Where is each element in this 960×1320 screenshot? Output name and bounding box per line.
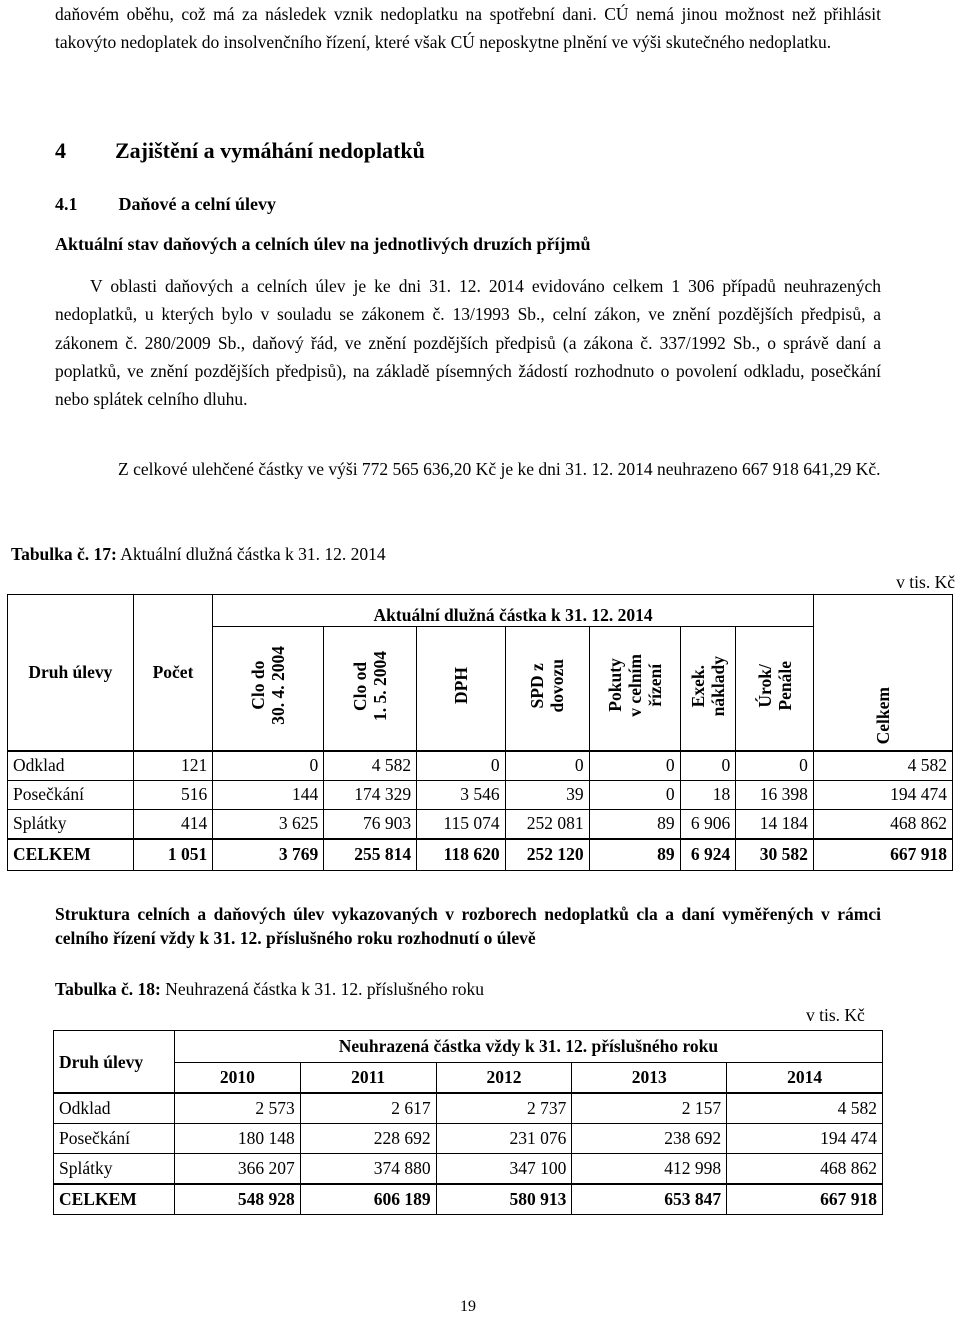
table18-unit: v tis. Kč: [806, 1005, 865, 1025]
table18-cell: 667 918: [727, 1184, 883, 1215]
table17-cell: 174 329: [324, 780, 417, 809]
table17-cell: 121: [133, 751, 213, 781]
table18-cell: 238 692: [572, 1124, 727, 1154]
table18-cell: 347 100: [436, 1154, 572, 1185]
intro-paragraph: daňovém oběhu, což má za následek vznik nedoplatku na spotřební dani. CÚ nemá jinou možnost než přihlásit takovýto nedoplatek do insolvenčního řízení, které však CÚ neposkytne plnění ve výši skutečného nedoplatku.: [55, 4, 881, 53]
table17-header-count: Počet: [133, 595, 213, 751]
table17-cell: 39: [505, 780, 589, 809]
table18-caption: [55, 979, 484, 1000]
table17-cell: 252 081: [505, 809, 589, 839]
table17-cell: 144: [213, 780, 324, 809]
structure-heading: Struktura celních a daňových úlev vykazovaných v rozborech nedoplatků cla a daní vyměřených v rámci celního řízení vždy k 31. 12. příslušného roku rozhodnutí o úlevě: [55, 904, 881, 948]
table18-cell: Odklad: [54, 1093, 175, 1124]
table17-cell: 0: [680, 751, 736, 781]
table18-cell: 231 076: [436, 1124, 572, 1154]
table18-cell: 194 474: [727, 1124, 883, 1154]
paragraph-1: V oblasti daňových a celních úlev je ke dni 31. 12. 2014 evidováno celkem 1 306 případů neuhrazených nedoplatků, u kterých bylo v souladu se zákonem č. 13/1993 Sb., celní zákon, ve znění pozdějších předpisů, a zákonem č. 280/2009 Sb., daňový řád, ve znění pozdějších předpisů (a zákona č. 337/1992 Sb., o správě daní a poplatků, ve znění pozdějších předpisů), na základě písemných žádostí rozhodnuto o povolení odkladu, posečkání nebo splátek celního dluhu.: [55, 276, 881, 410]
table17-cell: 6 924: [680, 839, 736, 871]
table18-cell: 2 617: [300, 1093, 436, 1124]
table18-header-row-2: [54, 1063, 883, 1094]
table17-cell: 0: [505, 751, 589, 781]
table18-cell: 468 862: [727, 1154, 883, 1185]
table18-cell: 2 157: [572, 1093, 727, 1124]
table17-header-urok: Úrok/ Penále: [754, 660, 795, 711]
table17-cell: 89: [589, 809, 680, 839]
table18-row-odklad: [54, 1093, 883, 1124]
table17-cell: 118 620: [417, 839, 505, 871]
table17-cell: Posečkání: [8, 780, 134, 809]
table18-row-poseckani: [54, 1124, 883, 1154]
section-heading: [55, 138, 425, 164]
page-number: 19: [460, 1298, 476, 1315]
table18-cell: 4 582: [727, 1093, 883, 1124]
table17-cell: 0: [417, 751, 505, 781]
table17-cell: 30 582: [736, 839, 814, 871]
table17-row-poseckani: [8, 780, 953, 809]
table18-year: 2012: [436, 1063, 572, 1094]
table18-year: 2010: [174, 1063, 300, 1094]
table18-cell: 2 573: [174, 1093, 300, 1124]
table17-header-spd-cell: [505, 627, 589, 751]
table18: [53, 1030, 883, 1215]
table17-cell: 76 903: [324, 809, 417, 839]
subsection-heading: [55, 194, 276, 215]
table17-cell: CELKEM: [8, 839, 134, 871]
table17-cell: 0: [589, 780, 680, 809]
table18-row-splatky: [54, 1154, 883, 1185]
table18-cell: 653 847: [572, 1184, 727, 1215]
table17-cell: 468 862: [813, 809, 952, 839]
table17-cell: 0: [213, 751, 324, 781]
table18-cell: 228 692: [300, 1124, 436, 1154]
table18-cell: 412 998: [572, 1154, 727, 1185]
table17-header-row-1: [8, 595, 953, 627]
table17-header-clo-do: Clo do 30. 4. 2004: [248, 646, 289, 726]
subsection-title: Daňové a celní úlevy: [118, 194, 276, 214]
table18-cell: 606 189: [300, 1184, 436, 1215]
table17-cell: 194 474: [813, 780, 952, 809]
table17-cell: 1 051: [133, 839, 213, 871]
table18-cell: Splátky: [54, 1154, 175, 1185]
section-title: Zajištění a vymáhání nedoplatků: [115, 138, 425, 163]
table17-row-odklad: [8, 751, 953, 781]
table17-cell: 3 546: [417, 780, 505, 809]
table17-header-exek: Exek. náklady: [687, 655, 728, 716]
table17-cell: 115 074: [417, 809, 505, 839]
section-number: 4: [55, 138, 66, 163]
table17-cell: 3 625: [213, 809, 324, 839]
subsection-number: 4.1: [55, 194, 78, 214]
table17-cell: 4 582: [813, 751, 952, 781]
table18-cell: Posečkání: [54, 1124, 175, 1154]
table17-header-urok-cell: [736, 627, 814, 751]
table17-group-header: Aktuální dlužná částka k 31. 12. 2014: [213, 595, 814, 627]
table17-cell: 255 814: [324, 839, 417, 871]
table17-cell: 667 918: [813, 839, 952, 871]
table17-cell: 0: [589, 751, 680, 781]
table17-cell: Odklad: [8, 751, 134, 781]
table17-cell: 252 120: [505, 839, 589, 871]
table17-caption-text: Aktuální dlužná částka k 31. 12. 2014: [116, 544, 386, 564]
table17-cell: 18: [680, 780, 736, 809]
table18-cell: 2 737: [436, 1093, 572, 1124]
table17-cell: 89: [589, 839, 680, 871]
table18-row-total: [54, 1184, 883, 1215]
table17-header-clo-do-cell: [213, 627, 324, 751]
table18-cell: CELKEM: [54, 1184, 175, 1215]
table17-header-clo-od: Clo od 1. 5. 2004: [350, 650, 391, 721]
table17-caption-label: Tabulka č. 17:: [11, 544, 117, 564]
table17-cell: 14 184: [736, 809, 814, 839]
table18-caption-text: Neuhrazená částka k 31. 12. příslušného roku: [160, 979, 485, 999]
table18-header-row-1: [54, 1031, 883, 1063]
table17-header-clo-od-cell: [324, 627, 417, 751]
table18-year: 2011: [300, 1063, 436, 1094]
table17-header-pokuty: Pokuty v celním řízení: [604, 654, 665, 718]
table18-caption-label: Tabulka č. 18:: [55, 979, 161, 999]
table17-cell: 414: [133, 809, 213, 839]
table18-cell: 548 928: [174, 1184, 300, 1215]
table18-cell: 366 207: [174, 1154, 300, 1185]
table17-cell: 16 398: [736, 780, 814, 809]
table18-cell: 580 913: [436, 1184, 572, 1215]
table18-header-type: Druh úlevy: [54, 1031, 175, 1094]
table17-cell: 3 769: [213, 839, 324, 871]
paragraph-2: Z celkové ulehčené částky ve výši 772 565 636,20 Kč je ke dni 31. 12. 2014 neuhrazeno 667 918 641,29 Kč.: [118, 459, 881, 479]
table17: [7, 594, 953, 871]
table17-cell: 0: [736, 751, 814, 781]
table17-header-type: Druh úlevy: [8, 595, 134, 751]
table17-header-dph-cell: [417, 627, 505, 751]
table17-header-exek-cell: [680, 627, 736, 751]
table17-cell: Splátky: [8, 809, 134, 839]
table18-cell: 374 880: [300, 1154, 436, 1185]
table18-year: 2014: [727, 1063, 883, 1094]
table17-header-dph: DPH: [450, 667, 471, 705]
table17-unit: v tis. Kč: [896, 572, 955, 592]
subheading: Aktuální stav daňových a celních úlev na jednotlivých druzích příjmů: [55, 234, 591, 254]
table17-cell: 6 906: [680, 809, 736, 839]
table17-row-splatky: [8, 809, 953, 839]
table18-cell: 180 148: [174, 1124, 300, 1154]
table17-cell: 516: [133, 780, 213, 809]
table17-cell: 4 582: [324, 751, 417, 781]
table18-year: 2013: [572, 1063, 727, 1094]
table17-header-total-cell: [813, 595, 952, 751]
table17-row-total: [8, 839, 953, 871]
table17-header-pokuty-cell: [589, 627, 680, 751]
table18-group-header: Neuhrazená částka vždy k 31. 12. příslušného roku: [174, 1031, 882, 1063]
table17-header-spd: SPD z dovozu: [527, 659, 568, 713]
table17-header-total: Celkem: [872, 687, 893, 745]
table17-caption: [11, 544, 386, 565]
